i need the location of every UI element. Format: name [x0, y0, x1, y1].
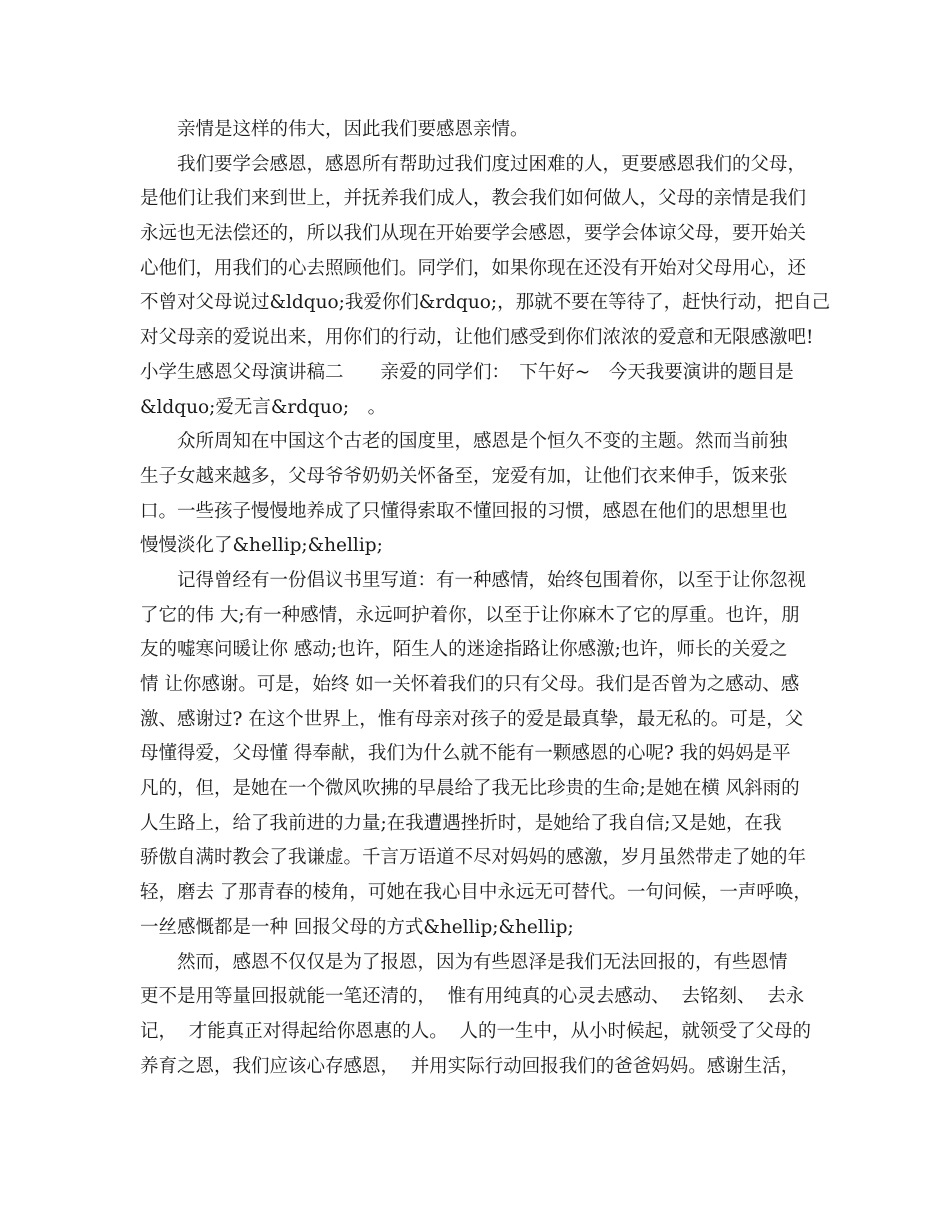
- text-line: 记得曾经有一份倡议书里写道：有一种感情，始终包围着你，以至于让你忽视: [177, 569, 807, 591]
- text-line: 凡的，但，是她在一个微风吹拂的早晨给了我无比珍贵的生命;是她在横 风斜雨的: [140, 778, 800, 800]
- text-line: 不曾对父母说过&ldquo;我爱你们&rdquo;，那就不要在等待了，赶快行动，把自己: [140, 292, 831, 314]
- text-line: 口。一些孩子慢慢地养成了只懂得索取不懂回报的习惯，感恩在他们的思想里也: [140, 500, 788, 522]
- text-line: 心他们，用我们的心去照顾他们。同学们，如果你现在还没有开始对父母用心，还: [140, 257, 807, 279]
- text-line: 骄傲自满时教会了我谦虚。千言万语道不尽对妈妈的感激，岁月虽然带走了她的年: [140, 847, 807, 869]
- text-line: 众所周知在中国这个古老的国度里，感恩是个恒久不变的主题。然而当前独: [177, 431, 788, 453]
- text-line: 了它的伟 大;有一种感情，永远呵护着你，以至于让你麻木了它的厚重。也许，朋: [140, 604, 800, 626]
- text-line: &ldquo;爱无言&rdquo; 。: [140, 396, 387, 418]
- text-line: 更不是用等量回报就能一笔还清的， 惟有用纯真的心灵去感动、 去铭刻、 去永: [140, 986, 805, 1008]
- text-line: 母懂得爱，父母懂 得奉献，我们为什么就不能有一颗感恩的心呢? 我的妈妈是平: [140, 743, 791, 765]
- text-line: 激、感谢过? 在这个世界上，惟有母亲对孩子的爱是最真挚，最无私的。可是，父: [140, 708, 804, 730]
- document-body: [140, 113, 830, 1084]
- text-line: 友的嘘寒问暖让你 感动;也许，陌生人的迷途指路让你感激;也许，师长的关爱之: [140, 639, 788, 661]
- text-line: 轻，磨去 了那青春的棱角，可她在我心目中永远无可替代。一句问候，一声呼唤，: [140, 882, 812, 904]
- text-line: 然而，感恩不仅仅是为了报恩，因为有些恩泽是我们无法回报的，有些恩情: [177, 951, 788, 973]
- text-line: 人生路上，给了我前进的力量;在我遭遇挫折时，是她给了我自信;又是她，在我: [140, 812, 782, 834]
- text-line: 慢慢淡化了&hellip;&hellip;: [140, 535, 383, 557]
- text-line: 亲情是这样的伟大，因此我们要感恩亲情。: [177, 119, 529, 140]
- text-line: 养育之恩，我们应该心存感恩， 并用实际行动回报我们的爸爸妈妈。感谢生活，: [140, 1055, 800, 1077]
- text-line: 小学生感恩父母演讲稿二 亲爱的同学们： 下午好~ 今天我要演讲的题目是: [140, 361, 794, 383]
- text-line: 情 让你感谢。可是，始终 如一关怀着我们的只有父母。我们是否曾为之感动、感: [140, 674, 800, 695]
- text-line: 我们要学会感恩，感恩所有帮助过我们度过困难的人，更要感恩我们的父母，: [177, 153, 807, 175]
- text-line: 是他们让我们来到世上，并抚养我们成人，教会我们如何做人，父母的亲情是我们: [140, 188, 807, 210]
- text-line: 永远也无法偿还的，所以我们从现在开始要学会感恩，要学会体谅父母，要开始关: [140, 223, 807, 245]
- text-line: 一丝感慨都是一种 回报父母的方式&hellip;&hellip;: [140, 916, 574, 938]
- text-line: 对父母亲的爱说出来，用你们的行动，让他们感受到你们浓浓的爱意和无限感激吧!: [140, 327, 814, 349]
- text-line: 生子女越来越多，父母爷爷奶奶关怀备至，宠爱有加，让他们衣来伸手，饭来张: [140, 465, 788, 487]
- text-line: 记， 才能真正对得起给你恩惠的人。 人的一生中，从小时候起，就领受了父母的: [140, 1020, 812, 1042]
